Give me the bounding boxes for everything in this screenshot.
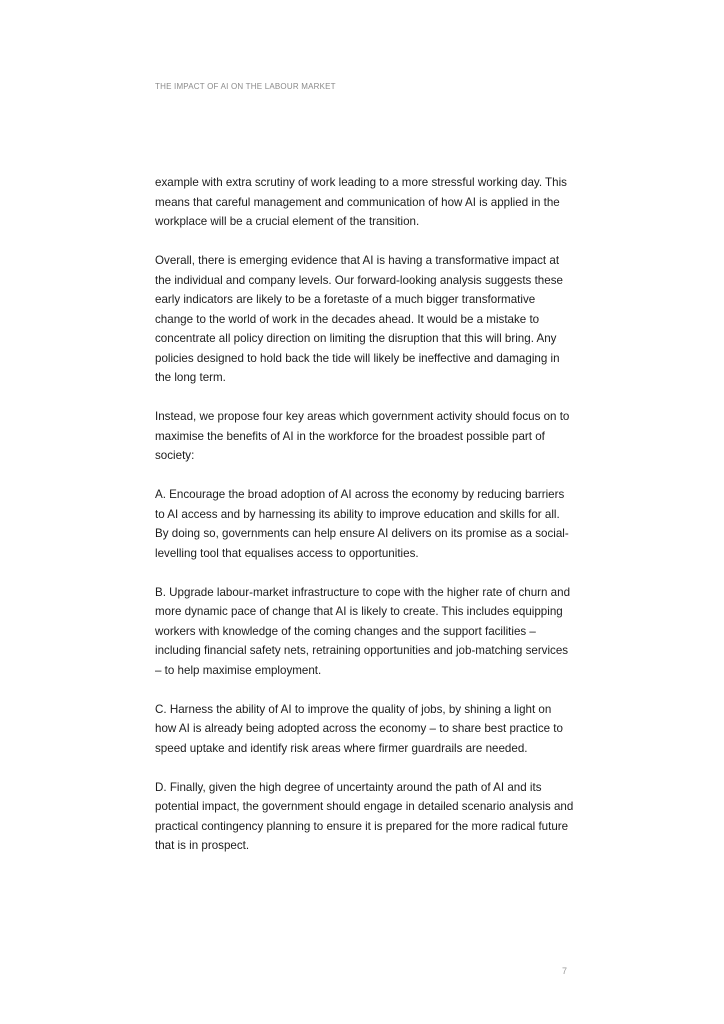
running-header: THE IMPACT OF AI ON THE LABOUR MARKET: [155, 82, 336, 91]
page-number: 7: [562, 966, 568, 976]
paragraph-point-c: C. Harness the ability of AI to improve the quality of jobs, by shining a light on how AI is already being adopted across the economy – to share best practice to speed uptake and identify risk areas where firmer guardrails are needed.: [155, 702, 563, 755]
body-text: [155, 173, 575, 875]
paragraph-proposal-intro: Instead, we propose four key areas which government activity should focus on to maximise the benefits of AI in the workforce for the broadest possible part of society:: [155, 410, 570, 462]
paragraph-point-d: D. Finally, given the high degree of uncertainty around the path of AI and its potential impact, the government should engage in detailed scenario analysis and practical contingency planning to ensure it is prepared for the more radical future that is in prospect.: [155, 780, 574, 852]
paragraph-continuation: example with extra scrutiny of work leading to a more stressful working day. This means that careful management and communication of how AI is applied in the workplace will be a crucial element of the transition.: [155, 176, 567, 228]
paragraph-point-b: B. Upgrade labour-market infrastructure to cope with the higher rate of churn and more dynamic pace of change that AI is likely to create. This includes equipping workers with knowledge of the coming changes and the support facilities – including financial safety nets, retraining opportunities and job-matching services – to help maximise employment.: [155, 585, 571, 677]
paragraph-overall: Overall, there is emerging evidence that AI is having a transformative impact at the individual and company levels. Our forward-looking analysis suggests these early indicators are likely to be a foretaste of a much bigger transformative change to the world of work in the decades ahead. It would be a mistake to concentrate all policy direction on limiting the disruption that this will bring. Any policies designed to hold back the tide will likely be ineffective and damaging in the long term.: [155, 254, 563, 384]
paragraph-point-a: A. Encourage the broad adoption of AI across the economy by reducing barriers to AI access and by harnessing its ability to improve education and skills for all. By doing so, governments can help ensure AI delivers on its promise as a social-levelling tool that equalises access to opportunities.: [155, 488, 569, 560]
